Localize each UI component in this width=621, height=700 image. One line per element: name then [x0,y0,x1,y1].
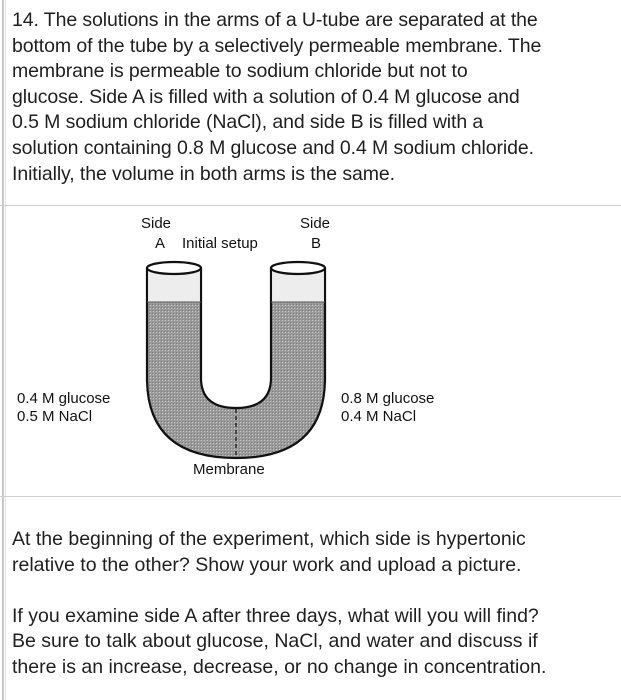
spacer [12,578,616,604]
side-a-nacl: 0.5 M NaCl [17,408,93,425]
side-a-letter: A [155,235,166,252]
side-a-opening [147,262,201,274]
question-line: glucose. Side A is filled with a solution of 0.4 M glucose and [12,85,520,108]
prompt-line: there is an increase, decrease, or no change in concentration. [12,655,547,678]
membrane-label: Membrane [193,461,265,478]
question-line: 0.5 M sodium chloride (NaCl), and side B is filled with a [12,111,484,134]
side-b-letter: B [311,235,322,252]
side-b-label: Side [300,215,331,232]
question-line: bottom of the tube by a selectively permeable membrane. The [12,34,542,57]
question-line: membrane is permeable to sodium chloride but not to [12,60,468,83]
prompts [12,527,616,681]
side-a-label: Side [141,215,172,232]
tube-inner-outline [201,268,271,408]
prompt-line: If you examine side A after three days, what will you will find? [12,604,539,627]
solution-fill [147,302,325,458]
question-text [12,8,616,187]
question-line: Initially, the volume in both arms is the same. [12,162,395,185]
question-line: 14. The solutions in the arms of a U-tube are separated at the [12,9,538,31]
prompt-line: Be sure to talk about glucose, NaCl, and water and discuss if [12,630,538,653]
prompt-line: relative to the other? Show your work and upload a picture. [12,553,522,576]
divider-bottom [0,496,621,497]
question-line: solution containing 0.8 M glucose and 0.4 M sodium chloride. [12,136,534,159]
side-b-glucose: 0.8 M glucose [341,390,435,407]
figure-title: Initial setup [182,235,258,252]
side-b-opening [271,262,325,274]
side-b-nacl: 0.4 M NaCl [341,408,417,425]
side-a-glucose: 0.4 M glucose [17,390,111,407]
u-tube-figure [0,206,621,498]
prompt-line: At the beginning of the experiment, which side is hypertonic [12,528,526,550]
